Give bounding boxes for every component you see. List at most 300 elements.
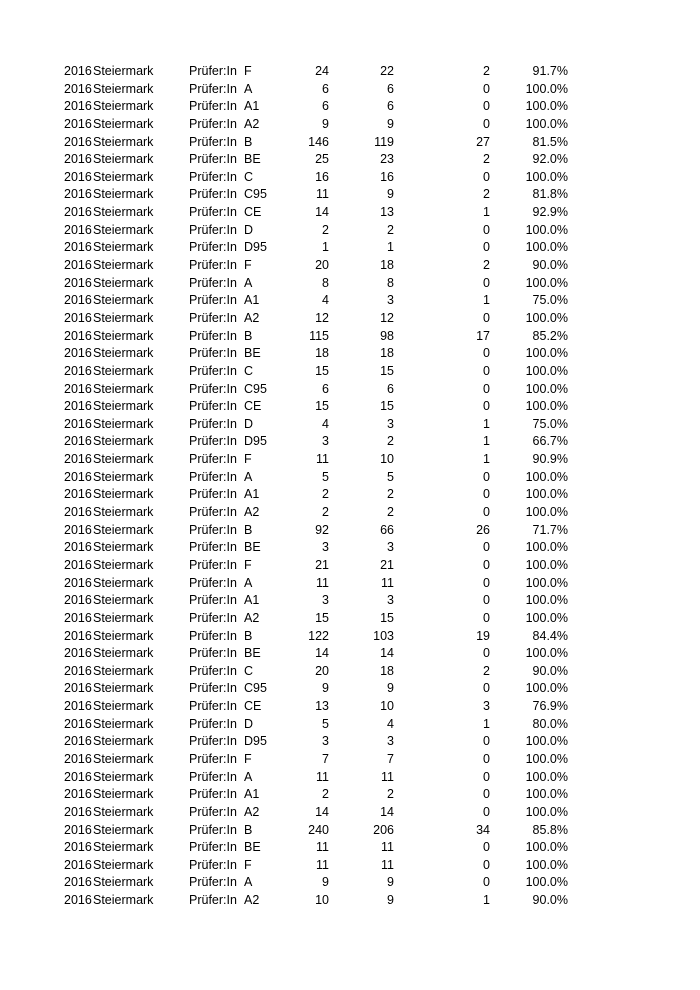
passed-cell: 6 [387,81,394,96]
failed-cell: 0 [483,169,490,184]
region-cell: Steiermark [93,893,154,908]
region-cell: Steiermark [93,99,154,114]
year-cell: 2016 [64,610,92,625]
license-class-cell: CE [244,699,262,714]
license-class-cell: A [244,275,253,290]
region-cell: Steiermark [93,804,154,819]
year-cell: 2016 [64,381,92,396]
pass-rate-cell: 100.0% [525,540,568,555]
pass-rate-cell: 100.0% [525,81,568,96]
passed-cell: 2 [387,487,394,502]
passed-cell: 23 [380,152,394,167]
total-cell: 6 [322,81,329,96]
failed-cell: 0 [483,240,490,255]
pass-rate-cell: 85.2% [532,328,568,343]
license-class-cell: A1 [244,487,260,502]
role-cell: Prüfer:In [189,346,237,361]
year-cell: 2016 [64,275,92,290]
table-row [0,769,700,787]
passed-cell: 15 [380,610,394,625]
passed-cell: 2 [387,222,394,237]
role-cell: Prüfer:In [189,857,237,872]
license-class-cell: A2 [244,893,260,908]
region-cell: Steiermark [93,152,154,167]
total-cell: 11 [316,857,329,872]
year-cell: 2016 [64,857,92,872]
pass-rate-cell: 100.0% [525,681,568,696]
total-cell: 115 [309,328,329,343]
failed-cell: 1 [483,293,490,308]
passed-cell: 6 [387,381,394,396]
total-cell: 2 [322,222,329,237]
table-row [0,310,700,328]
role-cell: Prüfer:In [189,116,237,131]
role-cell: Prüfer:In [189,416,237,431]
region-cell: Steiermark [93,716,154,731]
failed-cell: 0 [483,769,490,784]
license-class-cell: F [244,258,252,273]
license-class-cell: BE [244,840,261,855]
role-cell: Prüfer:In [189,840,237,855]
table-row [0,857,700,875]
passed-cell: 8 [387,275,394,290]
region-cell: Steiermark [93,663,154,678]
region-cell: Steiermark [93,275,154,290]
failed-cell: 1 [483,205,490,220]
pass-rate-cell: 100.0% [525,557,568,572]
year-cell: 2016 [64,628,92,643]
passed-cell: 9 [387,893,394,908]
year-cell: 2016 [64,840,92,855]
total-cell: 18 [315,346,329,361]
pass-rate-cell: 100.0% [525,169,568,184]
passed-cell: 3 [387,540,394,555]
role-cell: Prüfer:In [189,169,237,184]
pass-rate-cell: 100.0% [525,804,568,819]
year-cell: 2016 [64,716,92,731]
failed-cell: 0 [483,540,490,555]
table-row [0,63,700,81]
role-cell: Prüfer:In [189,258,237,273]
passed-cell: 6 [387,99,394,114]
license-class-cell: C [244,663,254,678]
license-class-cell: D95 [244,734,267,749]
pass-rate-cell: 90.0% [532,663,568,678]
passed-cell: 11 [381,575,394,590]
failed-cell: 2 [483,187,490,202]
pass-rate-cell: 92.9% [532,205,568,220]
table-row [0,486,700,504]
table-row [0,169,700,187]
license-class-cell: F [244,557,252,572]
license-class-cell: A1 [244,293,260,308]
year-cell: 2016 [64,240,92,255]
role-cell: Prüfer:In [189,628,237,643]
failed-cell: 0 [483,646,490,661]
total-cell: 4 [322,293,329,308]
failed-cell: 0 [483,681,490,696]
year-cell: 2016 [64,328,92,343]
year-cell: 2016 [64,152,92,167]
pass-rate-cell: 100.0% [525,275,568,290]
pass-rate-cell: 100.0% [525,505,568,520]
pass-rate-cell: 100.0% [525,734,568,749]
pass-rate-cell: 100.0% [525,310,568,325]
table-row [0,239,700,257]
region-cell: Steiermark [93,187,154,202]
pass-rate-cell: 76.9% [532,699,568,714]
table-row [0,663,700,681]
total-cell: 3 [322,734,329,749]
table-row [0,469,700,487]
table-row [0,892,700,910]
pass-rate-cell: 100.0% [525,469,568,484]
region-cell: Steiermark [93,399,154,414]
region-cell: Steiermark [93,751,154,766]
year-cell: 2016 [64,769,92,784]
license-class-cell: CE [244,399,262,414]
year-cell: 2016 [64,893,92,908]
total-cell: 6 [322,381,329,396]
passed-cell: 3 [387,293,394,308]
year-cell: 2016 [64,205,92,220]
pass-rate-cell: 75.0% [532,416,568,431]
failed-cell: 0 [483,469,490,484]
region-cell: Steiermark [93,699,154,714]
license-class-cell: D95 [244,434,267,449]
total-cell: 14 [315,804,329,819]
passed-cell: 14 [380,646,394,661]
license-class-cell: A2 [244,505,260,520]
role-cell: Prüfer:In [189,187,237,202]
region-cell: Steiermark [93,64,154,78]
total-cell: 15 [315,363,329,378]
role-cell: Prüfer:In [189,240,237,255]
total-cell: 14 [315,646,329,661]
total-cell: 10 [315,893,329,908]
total-cell: 20 [315,663,329,678]
region-cell: Steiermark [93,628,154,643]
pass-rate-cell: 90.0% [532,258,568,273]
passed-cell: 16 [380,169,394,184]
year-cell: 2016 [64,116,92,131]
license-class-cell: C [244,169,254,184]
failed-cell: 0 [483,99,490,114]
license-class-cell: A2 [244,804,260,819]
table-row [0,557,700,575]
pass-rate-cell: 100.0% [525,769,568,784]
passed-cell: 9 [387,875,394,890]
failed-cell: 0 [483,505,490,520]
pass-rate-cell: 100.0% [525,875,568,890]
table-row [0,680,700,698]
region-cell: Steiermark [93,822,154,837]
failed-cell: 0 [483,346,490,361]
failed-cell: 1 [483,716,490,731]
region-cell: Steiermark [93,134,154,149]
table-row [0,275,700,293]
table-row [0,222,700,240]
year-cell: 2016 [64,346,92,361]
region-cell: Steiermark [93,416,154,431]
pass-rate-cell: 81.8% [532,187,568,202]
role-cell: Prüfer:In [189,575,237,590]
failed-cell: 1 [483,452,490,467]
region-cell: Steiermark [93,769,154,784]
table-row [0,151,700,169]
total-cell: 3 [322,593,329,608]
year-cell: 2016 [64,293,92,308]
total-cell: 2 [322,505,329,520]
table-row [0,186,700,204]
passed-cell: 2 [387,505,394,520]
table-row [0,204,700,222]
license-class-cell: A1 [244,593,260,608]
region-cell: Steiermark [93,840,154,855]
failed-cell: 2 [483,258,490,273]
total-cell: 15 [315,610,329,625]
role-cell: Prüfer:In [189,363,237,378]
region-cell: Steiermark [93,857,154,872]
license-class-cell: D [244,416,254,431]
role-cell: Prüfer:In [189,99,237,114]
license-class-cell: BE [244,152,261,167]
total-cell: 14 [315,205,329,220]
role-cell: Prüfer:In [189,505,237,520]
total-cell: 2 [322,487,329,502]
table-row [0,610,700,628]
passed-cell: 10 [380,452,394,467]
license-class-cell: F [244,64,252,78]
failed-cell: 0 [483,363,490,378]
total-cell: 24 [315,64,329,78]
total-cell: 146 [308,134,329,149]
region-cell: Steiermark [93,505,154,520]
pass-rate-cell: 100.0% [525,610,568,625]
table-row [0,292,700,310]
total-cell: 16 [315,169,329,184]
role-cell: Prüfer:In [189,822,237,837]
table-row [0,839,700,857]
pass-rate-cell: 66.7% [532,434,568,449]
role-cell: Prüfer:In [189,205,237,220]
passed-cell: 9 [387,187,394,202]
region-cell: Steiermark [93,452,154,467]
region-cell: Steiermark [93,575,154,590]
failed-cell: 1 [483,416,490,431]
pass-rate-cell: 100.0% [525,487,568,502]
region-cell: Steiermark [93,540,154,555]
region-cell: Steiermark [93,363,154,378]
year-cell: 2016 [64,787,92,802]
passed-cell: 18 [380,258,394,273]
license-class-cell: B [244,822,253,837]
total-cell: 9 [322,681,329,696]
failed-cell: 1 [483,434,490,449]
license-class-cell: F [244,857,252,872]
role-cell: Prüfer:In [189,134,237,149]
pass-rate-cell: 90.9% [532,452,568,467]
failed-cell: 26 [476,522,490,537]
passed-cell: 3 [387,416,394,431]
year-cell: 2016 [64,875,92,890]
license-class-cell: B [244,328,253,343]
role-cell: Prüfer:In [189,540,237,555]
role-cell: Prüfer:In [189,399,237,414]
license-class-cell: F [244,452,252,467]
table-row [0,363,700,381]
role-cell: Prüfer:In [189,310,237,325]
data-table [0,63,700,910]
license-class-cell: C95 [244,187,267,202]
region-cell: Steiermark [93,434,154,449]
role-cell: Prüfer:In [189,716,237,731]
total-cell: 1 [322,240,329,255]
pass-rate-cell: 100.0% [525,116,568,131]
role-cell: Prüfer:In [189,81,237,96]
pass-rate-cell: 100.0% [525,381,568,396]
year-cell: 2016 [64,751,92,766]
year-cell: 2016 [64,681,92,696]
failed-cell: 0 [483,593,490,608]
region-cell: Steiermark [93,169,154,184]
year-cell: 2016 [64,734,92,749]
year-cell: 2016 [64,593,92,608]
pass-rate-cell: 71.7% [532,522,568,537]
role-cell: Prüfer:In [189,875,237,890]
total-cell: 3 [322,434,329,449]
pass-rate-cell: 100.0% [525,222,568,237]
table-row [0,522,700,540]
passed-cell: 103 [373,628,394,643]
table-row [0,751,700,769]
passed-cell: 2 [387,434,394,449]
role-cell: Prüfer:In [189,699,237,714]
passed-cell: 3 [387,593,394,608]
pass-rate-cell: 100.0% [525,751,568,766]
region-cell: Steiermark [93,258,154,273]
year-cell: 2016 [64,310,92,325]
total-cell: 21 [315,557,329,572]
pass-rate-cell: 90.0% [532,893,568,908]
pass-rate-cell: 75.0% [532,293,568,308]
passed-cell: 2 [387,787,394,802]
region-cell: Steiermark [93,469,154,484]
total-cell: 9 [322,116,329,131]
role-cell: Prüfer:In [189,646,237,661]
year-cell: 2016 [64,522,92,537]
table-row [0,575,700,593]
year-cell: 2016 [64,822,92,837]
year-cell: 2016 [64,434,92,449]
role-cell: Prüfer:In [189,275,237,290]
total-cell: 11 [316,840,329,855]
passed-cell: 98 [380,328,394,343]
year-cell: 2016 [64,187,92,202]
role-cell: Prüfer:In [189,381,237,396]
year-cell: 2016 [64,452,92,467]
table-row [0,539,700,557]
passed-cell: 21 [380,557,394,572]
passed-cell: 22 [380,64,394,78]
pass-rate-cell: 100.0% [525,399,568,414]
role-cell: Prüfer:In [189,610,237,625]
failed-cell: 0 [483,81,490,96]
role-cell: Prüfer:In [189,452,237,467]
region-cell: Steiermark [93,222,154,237]
failed-cell: 0 [483,610,490,625]
failed-cell: 0 [483,734,490,749]
table-row [0,628,700,646]
region-cell: Steiermark [93,346,154,361]
license-class-cell: A [244,469,253,484]
pass-rate-cell: 81.5% [532,134,568,149]
role-cell: Prüfer:In [189,893,237,908]
role-cell: Prüfer:In [189,328,237,343]
passed-cell: 11 [381,769,394,784]
table-row [0,786,700,804]
pass-rate-cell: 85.8% [532,822,568,837]
year-cell: 2016 [64,99,92,114]
passed-cell: 12 [380,310,394,325]
region-cell: Steiermark [93,116,154,131]
role-cell: Prüfer:In [189,734,237,749]
license-class-cell: B [244,134,253,149]
region-cell: Steiermark [93,240,154,255]
passed-cell: 206 [373,822,394,837]
role-cell: Prüfer:In [189,593,237,608]
year-cell: 2016 [64,540,92,555]
region-cell: Steiermark [93,205,154,220]
license-class-cell: C95 [244,681,267,696]
year-cell: 2016 [64,575,92,590]
total-cell: 122 [308,628,329,643]
license-class-cell: B [244,628,253,643]
passed-cell: 18 [380,346,394,361]
region-cell: Steiermark [93,646,154,661]
license-class-cell: D95 [244,240,267,255]
table-row [0,451,700,469]
total-cell: 11 [316,452,329,467]
pass-rate-cell: 80.0% [532,716,568,731]
total-cell: 15 [315,399,329,414]
passed-cell: 18 [380,663,394,678]
role-cell: Prüfer:In [189,64,237,78]
table-row [0,116,700,134]
year-cell: 2016 [64,169,92,184]
passed-cell: 3 [387,734,394,749]
year-cell: 2016 [64,469,92,484]
year-cell: 2016 [64,222,92,237]
passed-cell: 1 [387,240,394,255]
failed-cell: 0 [483,487,490,502]
failed-cell: 0 [483,575,490,590]
license-class-cell: A [244,81,253,96]
failed-cell: 2 [483,152,490,167]
failed-cell: 0 [483,557,490,572]
table-row [0,716,700,734]
license-class-cell: A1 [244,787,260,802]
passed-cell: 13 [380,205,394,220]
pass-rate-cell: 100.0% [525,575,568,590]
pass-rate-cell: 92.0% [532,152,568,167]
role-cell: Prüfer:In [189,663,237,678]
role-cell: Prüfer:In [189,751,237,766]
table-row [0,874,700,892]
license-class-cell: BE [244,346,261,361]
total-cell: 2 [322,787,329,802]
failed-cell: 0 [483,751,490,766]
